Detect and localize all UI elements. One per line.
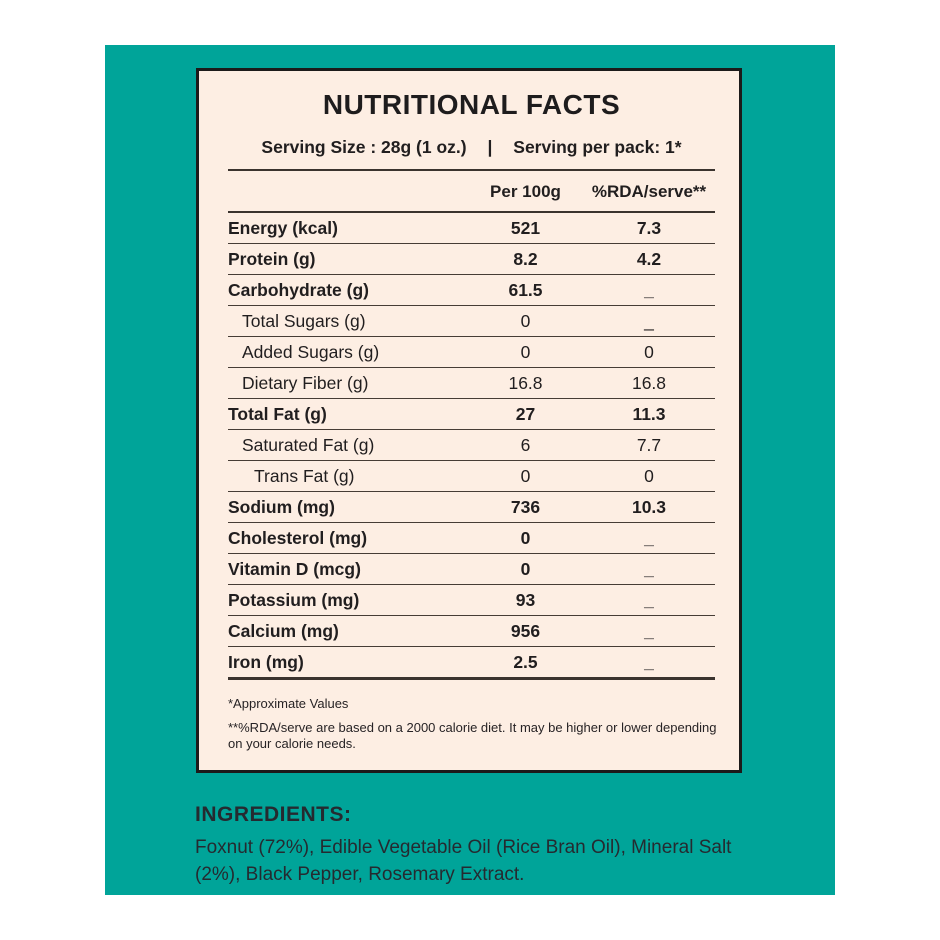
nutrient-row	[228, 616, 715, 647]
nutrient-label: Carbohydrate (g)	[228, 279, 369, 300]
rda-value: 10.3	[631, 496, 667, 517]
rda-value: 16.8	[631, 372, 667, 393]
serving-info-line	[228, 137, 715, 171]
nutrient-label: Added Sugars (g)	[242, 341, 380, 362]
nutrient-label: Calcium (mg)	[228, 620, 339, 641]
rda-value: _	[644, 589, 654, 610]
nutrient-label: Trans Fat (g)	[254, 465, 355, 486]
ingredients-section	[195, 803, 755, 888]
per100g-value: 8.2	[513, 248, 538, 269]
rda-value: 0	[644, 465, 654, 486]
nutrient-table	[228, 213, 715, 680]
nutrient-row	[228, 430, 715, 461]
nutrient-label: Protein (g)	[228, 248, 316, 269]
footnotes	[228, 696, 715, 752]
nutrient-row	[228, 492, 715, 523]
rda-value: 7.7	[636, 434, 662, 455]
per100g-value: 27	[515, 403, 536, 424]
nutrient-label: Iron (mg)	[228, 651, 304, 672]
column-header-per100g: Per 100g	[490, 182, 561, 201]
per100g-value: 956	[510, 620, 541, 641]
rda-value: _	[644, 620, 654, 641]
panel-title: NUTRITIONAL FACTS	[322, 89, 621, 120]
per100g-value: 16.8	[508, 372, 543, 393]
nutrient-row	[228, 399, 715, 430]
nutrient-row	[228, 523, 715, 554]
ingredients-heading: INGREDIENTS:	[195, 803, 352, 826]
nutrient-row	[228, 244, 715, 275]
per100g-value: 736	[510, 496, 541, 517]
nutrient-row	[228, 306, 715, 337]
footnote-approximate-values: *Approximate Values	[228, 696, 349, 711]
ingredients-text: Foxnut (72%), Edible Vegetable Oil (Rice Bran Oil), Mineral Salt (2%), Black Pepper, Rosemary Extract.	[195, 837, 732, 885]
rda-value: 11.3	[632, 403, 666, 424]
per100g-value: 521	[510, 217, 541, 238]
table-column-header-row	[228, 171, 715, 213]
nutrient-label: Sodium (mg)	[228, 496, 335, 517]
nutrient-label: Saturated Fat (g)	[242, 434, 375, 455]
per100g-value: 6	[520, 434, 531, 455]
per100g-value: 2.5	[513, 651, 538, 672]
nutrient-label: Dietary Fiber (g)	[242, 372, 369, 393]
nutrient-label: Potassium (mg)	[228, 589, 360, 610]
per100g-value: 0	[520, 527, 531, 548]
per100g-value: 0	[520, 558, 531, 579]
nutrient-label: Total Fat (g)	[228, 403, 327, 424]
nutrient-row	[228, 461, 715, 492]
serving-size-text: Serving Size : 28g (1 oz.)	[261, 137, 467, 157]
per100g-value: 0	[520, 341, 531, 362]
rda-value: _	[644, 310, 654, 331]
per100g-value: 0	[520, 465, 531, 486]
per100g-value: 0	[520, 310, 531, 331]
nutrient-label: Total Sugars (g)	[242, 310, 366, 331]
nutrient-row	[228, 647, 715, 680]
teal-card-background	[105, 45, 835, 895]
nutrient-label: Cholesterol (mg)	[228, 527, 368, 548]
nutrition-facts-panel	[196, 68, 742, 773]
nutrition-panel-inner	[199, 71, 739, 752]
per100g-value: 61.5	[508, 279, 543, 300]
nutrient-row	[228, 213, 715, 244]
nutrient-row	[228, 554, 715, 585]
serving-separator: |	[487, 137, 493, 157]
rda-value: _	[644, 651, 654, 672]
nutrient-row	[228, 337, 715, 368]
nutrient-label: Vitamin D (mcg)	[228, 558, 361, 579]
nutrient-row	[228, 275, 715, 306]
nutrient-row	[228, 585, 715, 616]
rda-value: 4.2	[636, 248, 662, 269]
rda-value: _	[644, 558, 654, 579]
footnote-rda-note: **%RDA/serve are based on a 2000 calorie diet. It may be higher or lower depending on your calorie needs.	[228, 720, 717, 751]
rda-value: _	[644, 279, 654, 300]
column-header-rda: %RDA/serve**	[591, 182, 707, 201]
serving-per-pack-text: Serving per pack: 1*	[513, 137, 682, 157]
rda-value: _	[644, 527, 654, 548]
nutrient-label: Energy (kcal)	[228, 217, 338, 238]
nutrient-row	[228, 368, 715, 399]
rda-value: 7.3	[636, 217, 662, 238]
rda-value: 0	[644, 341, 654, 362]
per100g-value: 93	[515, 589, 536, 610]
